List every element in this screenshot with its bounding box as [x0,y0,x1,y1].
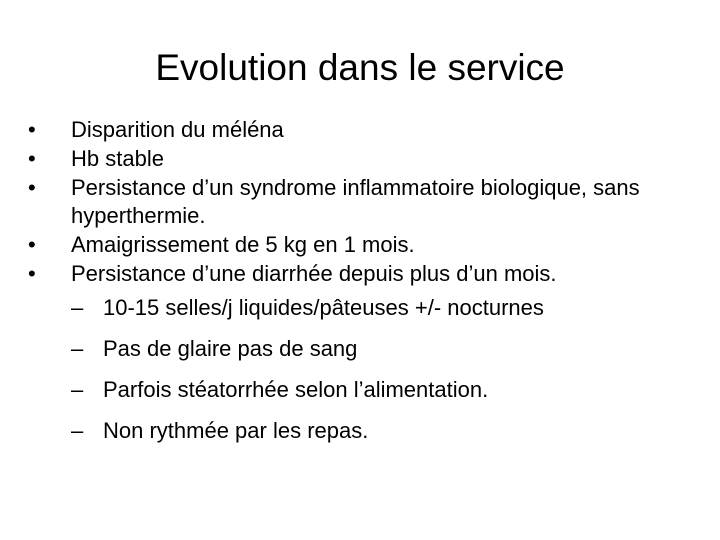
bullet-text: Persistance d’un syndrome inflammatoire biologique, sans hyperthermie. [71,175,640,228]
sub-bullet-text: 10-15 selles/j liquides/pâteuses +/- nocturnes [103,295,544,320]
slide-title: Evolution dans le service [155,47,565,88]
bullet-text: Amaigrissement de 5 kg en 1 mois. [71,232,415,257]
bullet-list [28,116,696,457]
bullet-text: Persistance d’une diarrhée depuis plus d’un mois. [71,261,557,286]
sub-bullet-marker: – [71,377,84,402]
bullet-marker: • [28,117,36,142]
bullet-item [28,174,696,230]
sub-bullet-item [71,293,696,323]
bullet-text: Disparition du méléna [71,117,284,142]
sub-bullet-text: Pas de glaire pas de sang [103,336,358,361]
sub-bullet-text: Parfois stéatorrhée selon l’alimentation. [103,377,489,402]
sub-bullet-item [71,375,696,405]
sub-bullet-list [71,293,696,446]
sub-bullet-marker: – [71,295,84,320]
bullet-marker: • [28,261,36,286]
bullet-item [28,116,696,144]
sub-bullet-text: Non rythmée par les repas. [103,418,369,443]
bullet-marker: • [28,175,36,200]
bullet-item [28,145,696,173]
sub-bullet-marker: – [71,336,84,361]
sub-bullet-marker: – [71,418,84,443]
bullet-marker: • [28,232,36,257]
bullet-text: Hb stable [71,146,164,171]
sub-bullet-item [71,416,696,446]
sub-bullet-item [71,334,696,364]
bullet-marker: • [28,146,36,171]
bullet-item [28,260,696,446]
bullet-item [28,231,696,259]
